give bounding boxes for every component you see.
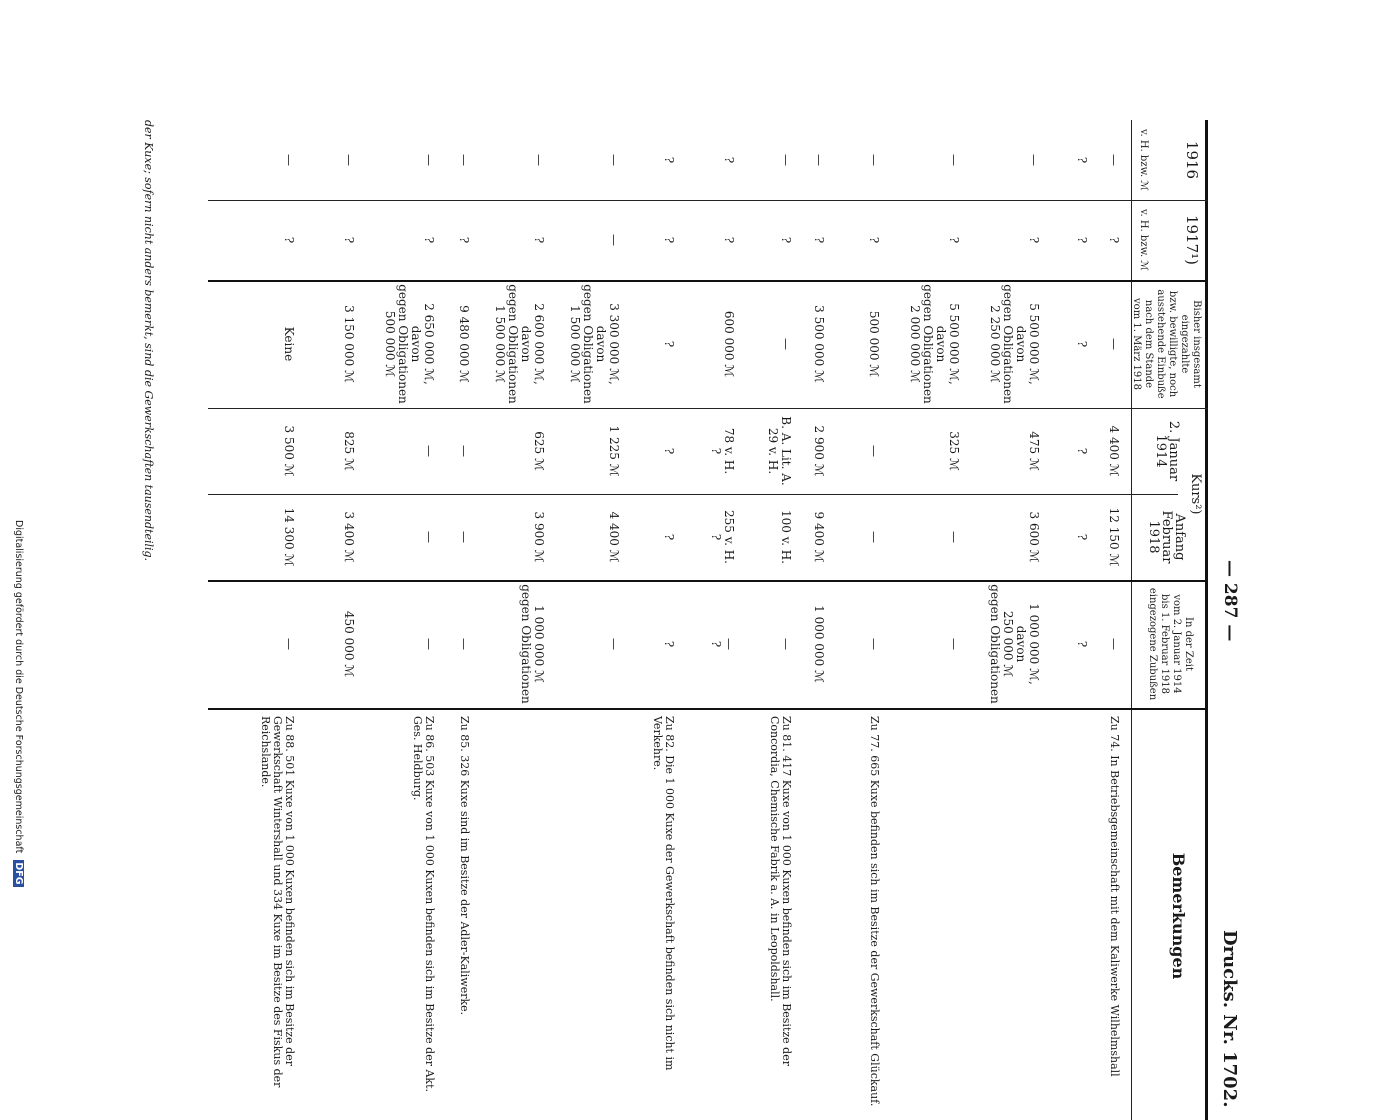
- dfg-logo: DFG: [13, 862, 24, 885]
- cell-remark: Zu 85. 326 Kuxe sind im Besitze der Adler-Kaliwerke.: [458, 716, 471, 1016]
- cell-zubussen: —: [422, 638, 436, 650]
- cell-1916: —: [1027, 154, 1041, 166]
- cell-1917: ?: [867, 236, 881, 244]
- col-remarks: Bemerkungen: [1169, 852, 1188, 980]
- cell-1916: —: [532, 154, 546, 166]
- cell-kurs-1914: 325 ℳ: [947, 431, 961, 471]
- cell-bisher: 9 480 000 ℳ: [457, 305, 471, 383]
- cell-kurs-1918: 12 150 ℳ: [1107, 507, 1121, 567]
- cell-kurs-1918: 4 400 ℳ: [607, 511, 621, 563]
- cell-zubussen: — ?: [709, 638, 736, 650]
- cell-remark: Zu 86. 503 Kuxe von 1 000 Kuxen befinden sich im Besitze der Akt. Ges. Heldburg.: [411, 716, 436, 1093]
- cell-kurs-1918: 100 v. H.: [779, 510, 793, 564]
- cell-bisher: 5 500 000 ℳ, davon gegen Obligationen 2 250 000 ℳ: [988, 284, 1041, 404]
- footnote: der Kuxe; sofern nicht anders bemerkt, sind die Gewerkschaften tausendteilig.: [142, 120, 155, 562]
- cell-1917: ?: [779, 236, 793, 244]
- cell-bisher: —: [779, 338, 793, 350]
- col-1917: 1917¹): [1183, 214, 1201, 266]
- cell-kurs-1914: —: [457, 445, 471, 457]
- cell-kurs-1914: 3 500 ℳ: [282, 425, 296, 477]
- cell-zubussen: 1 000 000 ℳ: [812, 605, 826, 683]
- cell-zubussen: 1 000 000 ℳ, davon 250 000 ℳ gegen Obligationen: [988, 584, 1041, 704]
- cell-kurs-1918: 9 400 ℳ: [812, 511, 826, 563]
- unit-1917: v. H. bzw. ℳ: [1138, 209, 1149, 271]
- cell-1916: ?: [722, 156, 736, 164]
- cell-kurs-1918: —: [457, 531, 471, 543]
- cell-remark: Zu 88. 501 Kuxe von 1 000 Kuxen befinden sich im Besitze der Gewerkschaft Wintershall und 334 Kuxe im Besitze des Fiskus der Reichslande.: [259, 716, 296, 1088]
- cell-bisher: 5 500 000 ℳ, davon gegen Obligationen 2 000 000 ℳ: [908, 284, 961, 404]
- cell-1916: —: [812, 154, 826, 166]
- cell-zubussen: —: [947, 638, 961, 650]
- cell-kurs-1914: 475 ℳ: [1027, 431, 1041, 471]
- cell-1917: ?: [532, 236, 546, 244]
- cell-bisher: 3 150 000 ℳ: [342, 305, 356, 383]
- cell-1917: ?: [947, 236, 961, 244]
- cell-kurs-1914: 2 900 ℳ: [812, 425, 826, 477]
- cell-1916: —: [1107, 154, 1121, 166]
- cell-1917: ?: [422, 236, 436, 244]
- cell-remark: Zu 81. 417 Kuxe von 1 000 Kuxen befinden sich im Besitze der Concordia, Chemische Fabrik a. A. in Leopoldshall.: [768, 716, 793, 1066]
- cell-kurs-1914: —: [867, 445, 881, 457]
- cell-1917: ?: [812, 236, 826, 244]
- cell-1917: ?: [662, 236, 676, 244]
- cell-kurs-1918: —: [947, 531, 961, 543]
- cell-1916: —: [947, 154, 961, 166]
- cell-bisher: ?: [1075, 340, 1089, 348]
- cell-zubussen: —: [282, 638, 296, 650]
- cell-bisher: 500 000 ℳ: [867, 310, 881, 378]
- cell-1916: —: [422, 154, 436, 166]
- cell-1917: ?: [342, 236, 356, 244]
- col-divider: [208, 408, 1208, 409]
- cell-bisher: ?: [662, 340, 676, 348]
- cell-kurs-1914: ?: [662, 447, 676, 455]
- cell-1916: ?: [662, 156, 676, 164]
- cell-1917: —: [607, 234, 621, 246]
- cell-kurs-1918: ?: [1075, 533, 1089, 541]
- header-rule: [1131, 120, 1132, 1120]
- cell-zubussen: —: [867, 638, 881, 650]
- cell-kurs-1918: —: [867, 531, 881, 543]
- cell-1916: —: [607, 154, 621, 166]
- cell-1916: ?: [1075, 156, 1089, 164]
- rotated-table-document: [130, 120, 1250, 1120]
- cell-zubussen: 450 000 ℳ: [342, 610, 356, 678]
- col-kurs-1914: 2. Januar 1914: [1153, 420, 1181, 482]
- cell-zubussen: ?: [662, 640, 676, 648]
- cell-1916: —: [282, 154, 296, 166]
- cell-1917: ?: [1075, 236, 1089, 244]
- cell-bisher: 2 600 000 ℳ, davon gegen Obligationen 1 500 000 ℳ: [493, 284, 546, 404]
- cell-1916: —: [457, 154, 471, 166]
- cell-1916: —: [342, 154, 356, 166]
- cell-kurs-1914: 78 v. H. ?: [709, 427, 736, 475]
- cell-bisher: Keine: [282, 326, 296, 362]
- cell-kurs-1914: 625 ℳ: [532, 431, 546, 471]
- cell-remark: Zu 74. In Betriebsgemeinschaft mit dem Kaliwerke Wilhelmshall: [1108, 716, 1121, 1077]
- cell-kurs-1918: 3 900 ℳ: [532, 511, 546, 563]
- cell-zubussen: 1 000 000 ℳ gegen Obligationen: [519, 584, 546, 704]
- cell-bisher: 3 500 000 ℳ: [812, 305, 826, 383]
- cell-1916: —: [779, 154, 793, 166]
- col-kurs: Kurs²): [1188, 473, 1203, 515]
- cell-1917: ?: [1107, 236, 1121, 244]
- cell-zubussen: —: [1107, 638, 1121, 650]
- page-number: — 287 —: [1220, 560, 1240, 642]
- cell-kurs-1914: 4 400 ℳ: [1107, 425, 1121, 477]
- cell-kurs-1914: ?: [1075, 447, 1089, 455]
- col-divider: [208, 580, 1208, 582]
- cell-remark: Zu 82. Die 1 000 Kuxe der Gewerkschaft befinden sich nicht im Verkehre.: [651, 716, 676, 1071]
- cell-zubussen: ?: [1075, 640, 1089, 648]
- cell-kurs-1918: 14 300 ℳ: [282, 507, 296, 567]
- cell-zubussen: —: [607, 638, 621, 650]
- digitization-note: [8, 520, 24, 990]
- cell-kurs-1918: ?: [662, 533, 676, 541]
- col-divider: [208, 708, 1208, 710]
- cell-bisher: 600 000 ℳ: [722, 310, 736, 378]
- col-zubussen: In der Zeit vom 2. Januar 1914 bis 1. Februar 1918 eingezogene Zubußen: [1147, 587, 1194, 701]
- col-divider: [208, 200, 1208, 201]
- cell-kurs-1914: 825 ℳ: [342, 431, 356, 471]
- unit-1916: v. H. bzw. ℳ: [1138, 129, 1149, 191]
- col-bisher: Bisher insgesamt eingezahlte bzw. bewilligte, noch ausstehende Einbuße nach dem Stande vom 1. März 1918: [1131, 289, 1202, 399]
- cell-kurs-1918: —: [422, 531, 436, 543]
- col-divider: [208, 280, 1208, 282]
- cell-kurs-1914: 1 225 ℳ: [607, 425, 621, 477]
- digitization-text: Digitalisierung gefördert durch die Deutsche Forschungsgemeinschaft: [13, 520, 24, 854]
- cell-kurs-1914: B. A. Lit. A. 29 v. H.: [766, 416, 793, 486]
- table-top-rule: [1205, 120, 1208, 1120]
- col-1916: 1916: [1183, 140, 1201, 180]
- col-kurs-1918: Anfang Februar 1918: [1146, 510, 1187, 564]
- cell-bisher: 3 300 000 ℳ, davon gegen Obligationen 1 500 000 ℳ: [568, 284, 621, 404]
- cell-kurs-1918: 255 v. H. ?: [709, 510, 736, 564]
- cell-kurs-1918: 3 600 ℳ: [1027, 511, 1041, 563]
- cell-1917: ?: [1027, 236, 1041, 244]
- page-header: [1216, 120, 1240, 1120]
- cell-kurs-1914: —: [422, 445, 436, 457]
- cell-remark: Zu 77. 665 Kuxe befinden sich im Besitze der Gewerkschaft Glückauf.: [868, 716, 881, 1107]
- cell-1917: ?: [722, 236, 736, 244]
- cell-bisher: 2 650 000 ℳ, davon gegen Obligationen 500 000 ℳ: [383, 284, 436, 404]
- cell-zubussen: —: [457, 638, 471, 650]
- cell-1917: ?: [282, 236, 296, 244]
- cell-zubussen: —: [779, 638, 793, 650]
- cell-1917: ?: [457, 236, 471, 244]
- cell-kurs-1918: 3 400 ℳ: [342, 511, 356, 563]
- document-reference: Drucks. Nr. 1702.: [1219, 930, 1240, 1108]
- cell-bisher: —: [1107, 338, 1121, 350]
- cell-1916: —: [867, 154, 881, 166]
